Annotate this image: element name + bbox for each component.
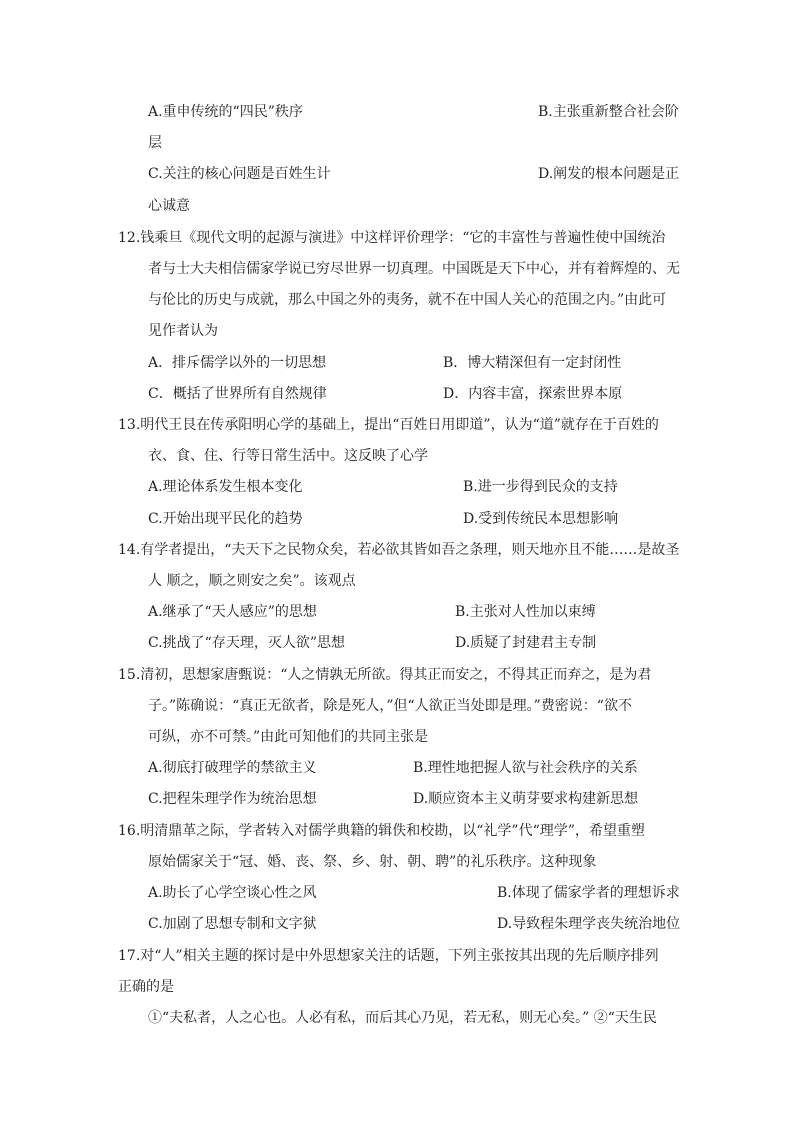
q12-stem-line4: 见作者认为 (148, 323, 218, 339)
q13-option-b: B.进一步得到民众的支持 (463, 479, 618, 495)
q14-stem-line2: 人 顺之，顺之则安之矣”。该观点 (148, 573, 356, 589)
q13-option-d: D.受到传统民本思想影响 (463, 511, 619, 527)
q16-option-a: A.助长了心学空谈心性之风 (148, 885, 317, 901)
q11-option-b-cont: 层 (148, 135, 162, 151)
q15-option-b: B.理性地把握人欲与社会秩序的关系 (413, 760, 638, 776)
q17-stem-line1: 17.对“人”相关主题的探讨是中外思想家关注的话题，下列主张按其出现的先后顺序排列 (118, 948, 659, 964)
q17-item-1: ①“夫私者，人之心也。人必有私，而后其心乃见，若无私，则无心矣。” ②“天生民 (148, 1010, 657, 1026)
q14-option-d: D.质疑了封建君主专制 (455, 635, 597, 651)
q12-option-c: C．概括了世界所有自然规律 (148, 386, 327, 402)
q16-option-b: B.体现了儒家学者的理想诉求 (497, 885, 680, 901)
q13-option-c: C.开始出现平民化的趋势 (148, 511, 303, 527)
q15-option-d: D.顺应资本主义萌芽要求构建新思想 (413, 791, 639, 807)
q16-option-c: C.加剧了思想专制和文字狱 (148, 916, 317, 932)
q11-option-d: D.阐发的根本问题是正 (538, 166, 680, 182)
q14-option-b: B.主张对人性加以束缚 (455, 604, 596, 620)
q12-stem-line1: 12.钱乘旦《现代文明的起源与演进》中这样评价理学：“它的丰富性与普遍性使中国统治 (118, 230, 666, 246)
q14-option-c: C.挑战了“存天理，灭人欲”思想 (148, 635, 345, 651)
q12-option-d: D．内容丰富，探索世界本原 (443, 386, 623, 402)
q11-option-b: B.主张重新整合社会阶 (538, 104, 679, 120)
q12-stem-line2: 者与士大夫相信儒家学说已穷尽世界一切真理。中国既是天下中心，并有着辉煌的、无 (148, 261, 680, 277)
q14-stem-line1: 14.有学者提出，“夫天下之民物众矣，若必欲其皆如吾之条理，则天地亦且不能……是故圣 (118, 542, 680, 558)
q16-stem-line2: 原始儒家关于“冠、婚、丧、祭、乡、射、朝、聘”的礼乐秩序。这种现象 (148, 854, 597, 870)
q11-option-c: C.关注的核心问题是百姓生计 (148, 166, 331, 182)
q13-stem-line2: 衣、食、住、行等日常生活中。这反映了心学 (148, 448, 428, 464)
q15-stem-line1: 15.清初，思想家唐甄说：“人之情孰无所欲。得其正而安之，不得其正而弃之，是为君 (118, 667, 652, 683)
q15-stem-line3: 可纵，亦不可禁。”由此可知他们的共同主张是 (148, 729, 429, 745)
q13-option-a: A.理论体系发生根本变化 (148, 479, 303, 495)
q13-stem-line1: 13.明代王艮在传承阳明心学的基础上，提出“百姓日用即道”，认为“道”就存在于百姓的 (118, 417, 659, 433)
q16-option-d: D.导致程朱理学丧失统治地位 (497, 916, 681, 932)
q15-option-a: A.彻底打破理学的禁欲主义 (148, 760, 317, 776)
q12-option-a: A．排斥儒学以外的一切思想 (148, 355, 327, 371)
q14-option-a: A.继承了“天人感应”的思想 (148, 604, 317, 620)
q11-option-a: A.重申传统的“四民”秩序 (148, 104, 303, 120)
q16-stem-line1: 16.明清鼎革之际，学者转入对儒学典籍的辑佚和校勘，以“礼学”代“理学”，希望重塑 (118, 823, 645, 839)
q11-option-d-cont: 心诚意 (148, 198, 190, 214)
q15-option-c: C.把程朱理学作为统治思想 (148, 791, 317, 807)
q17-stem-line2: 正确的是 (118, 979, 174, 995)
q12-stem-line3: 与伦比的历史与成就，那么中国之外的夷务，就不在中国人关心的范围之内。”由此可 (148, 292, 667, 308)
q15-stem-line2: 子。”陈确说：“真正无欲者，除是死人，”但“人欲正当处即是理。”费密说：“欲不 (148, 698, 632, 714)
q12-option-b: B．博大精深但有一定封闭性 (443, 355, 622, 371)
